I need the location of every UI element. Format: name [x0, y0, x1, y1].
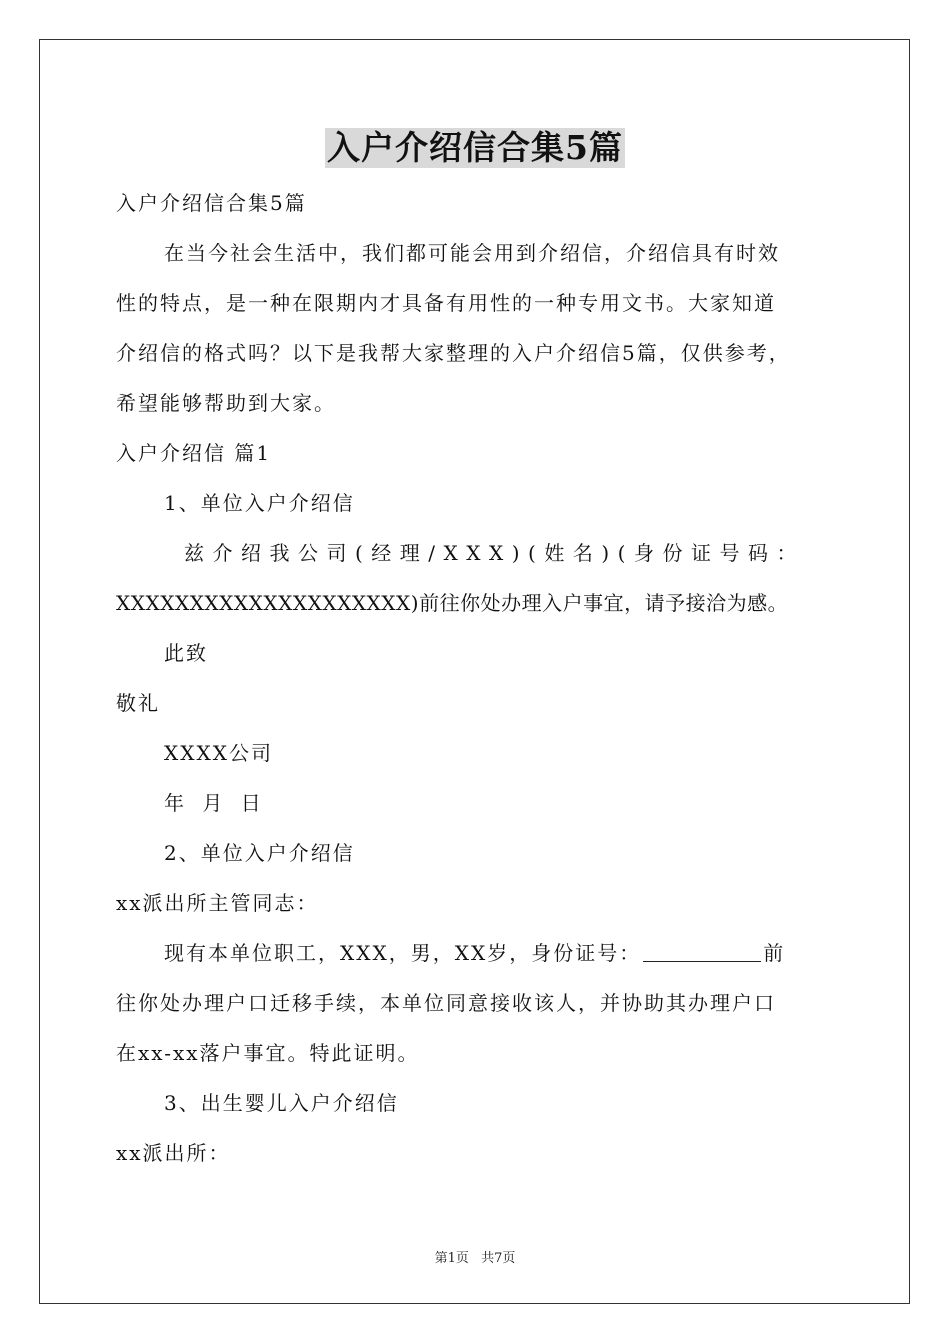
letter3-salutation: xx派出所：: [116, 1141, 231, 1165]
letter2-body-line-1-text: 现有本单位职工，XXX，男，XX岁，身份证号：: [164, 941, 642, 965]
intro-line-3: 介绍信的格式吗？以下是我帮大家整理的入户介绍信5篇，仅供参考，: [116, 341, 791, 365]
intro-line-4: 希望能够帮助到大家。: [116, 391, 336, 415]
letter2-body-line-2: 往你处办理户口迁移手续，本单位同意接收该人，并协助其办理户口: [116, 991, 776, 1015]
page-title: 入户介绍信合集5篇: [327, 128, 623, 167]
id-number-blank: [643, 941, 761, 962]
letter1-heading: 1、单位入户介绍信: [164, 491, 355, 515]
letter2-body-line-1-tail: 前: [763, 941, 786, 965]
letter1-closing-2: 敬礼: [116, 691, 160, 715]
letter2-salutation: xx派出所主管同志：: [116, 891, 319, 915]
letter1-date: 年 月 日: [164, 791, 267, 815]
letter1-body-line-2: XXXXXXXXXXXXXXXXXXXX)前往你处办理入户事宜，请予接洽为感。: [116, 591, 789, 615]
letter2-body-line-3: 在xx-xx落户事宜。特此证明。: [116, 1041, 420, 1065]
page-number: 第1页: [434, 1251, 469, 1266]
page-footer: [0, 1247, 950, 1266]
letter1-closing-1: 此致: [164, 641, 208, 665]
subtitle: 入户介绍信合集5篇: [116, 191, 307, 215]
letter2-heading: 2、单位入户介绍信: [164, 841, 355, 865]
letter1-body-line-1: 兹介绍我公司(经理/XXX)(姓名)(身份证号码：: [184, 541, 805, 565]
letter3-heading: 3、出生婴儿入户介绍信: [164, 1091, 399, 1115]
title-wrap: [0, 128, 950, 168]
letter2-body-line-1: [116, 928, 852, 978]
intro-line-1: 在当今社会生活中，我们都可能会用到介绍信，介绍信具有时效: [164, 241, 780, 265]
section-heading: 入户介绍信 篇1: [116, 441, 272, 465]
intro-line-2: 性的特点，是一种在限期内才具备有用性的一种专用文书。大家知道: [116, 291, 776, 315]
page-total: 共7页: [481, 1251, 516, 1266]
letter1-company: XXXX公司: [164, 741, 273, 765]
document-body: [116, 178, 852, 1178]
